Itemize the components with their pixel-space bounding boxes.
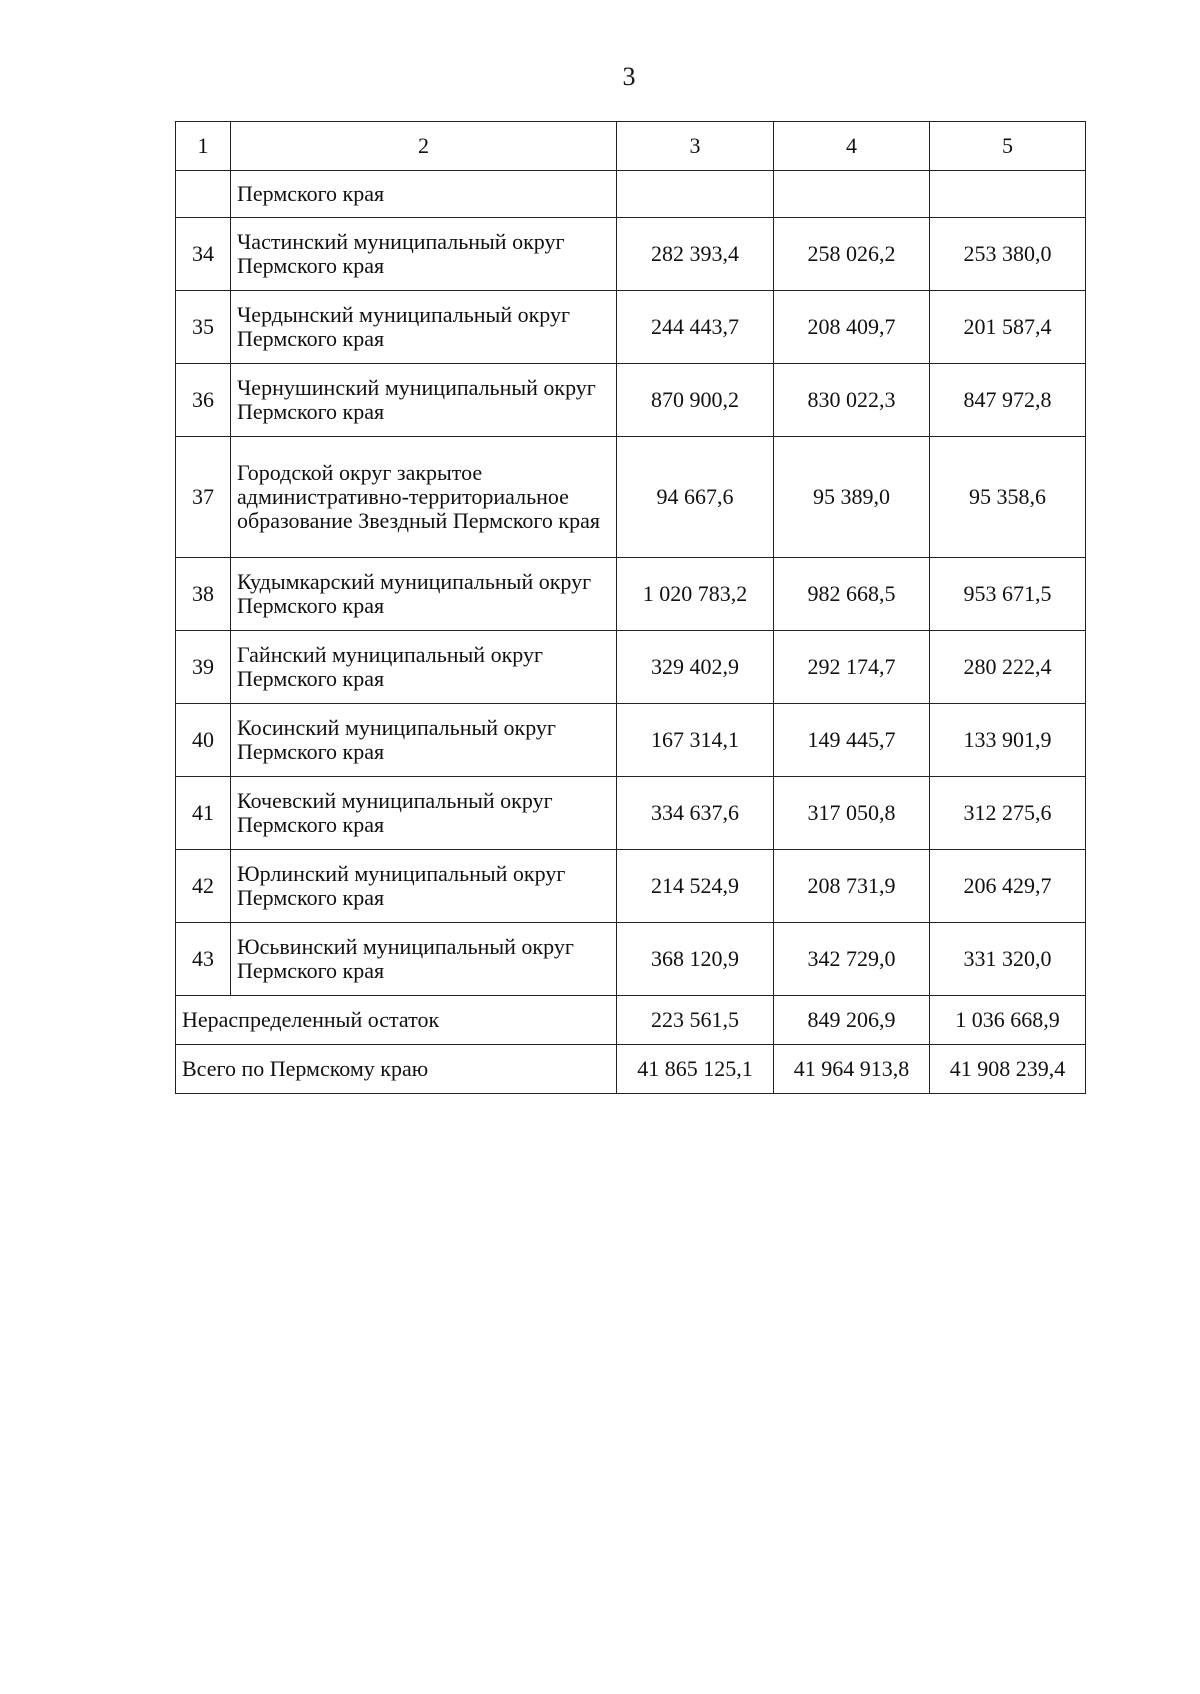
- row-value-5: 847 972,8: [930, 364, 1086, 437]
- table-row: [176, 704, 1086, 777]
- row-value-5: [930, 171, 1086, 218]
- page-number: 3: [622, 62, 636, 91]
- table-row: [176, 631, 1086, 704]
- row-number: 34: [176, 218, 231, 291]
- row-name: Кудымкарский муниципальный округ Пермского края: [231, 558, 617, 631]
- row-name: Юрлинский муниципальный округ Пермского края: [231, 850, 617, 923]
- total-value-4: 41 964 913,8: [774, 1045, 930, 1094]
- unallocated-row: [176, 996, 1086, 1045]
- row-value-5: 312 275,6: [930, 777, 1086, 850]
- row-value-3: 167 314,1: [617, 704, 774, 777]
- table-row: [176, 437, 1086, 558]
- row-value-4: [774, 171, 930, 218]
- table-row: [176, 218, 1086, 291]
- row-value-3: 214 524,9: [617, 850, 774, 923]
- header-row: [176, 122, 1086, 171]
- row-value-5: 206 429,7: [930, 850, 1086, 923]
- row-value-4: 95 389,0: [774, 437, 930, 558]
- row-value-3: 334 637,6: [617, 777, 774, 850]
- unallocated-value-4: 849 206,9: [774, 996, 930, 1045]
- row-number: 41: [176, 777, 231, 850]
- header-cell-2: 2: [231, 122, 617, 171]
- table-row: [176, 850, 1086, 923]
- row-value-4: 258 026,2: [774, 218, 930, 291]
- total-value-5: 41 908 239,4: [930, 1045, 1086, 1094]
- row-number: [176, 171, 231, 218]
- row-value-3: 94 667,6: [617, 437, 774, 558]
- row-value-5: 133 901,9: [930, 704, 1086, 777]
- unallocated-value-5: 1 036 668,9: [930, 996, 1086, 1045]
- row-number: 39: [176, 631, 231, 704]
- row-value-5: 280 222,4: [930, 631, 1086, 704]
- table-row: [176, 291, 1086, 364]
- row-value-5: 331 320,0: [930, 923, 1086, 996]
- row-value-3: 870 900,2: [617, 364, 774, 437]
- row-value-3: 282 393,4: [617, 218, 774, 291]
- row-value-5: 201 587,4: [930, 291, 1086, 364]
- row-number: 36: [176, 364, 231, 437]
- row-value-3: 244 443,7: [617, 291, 774, 364]
- row-name: Пермского края: [231, 171, 617, 218]
- row-value-5: 95 358,6: [930, 437, 1086, 558]
- unallocated-label: Нераспределенный остаток: [176, 996, 617, 1045]
- row-name: Юсьвинский муниципальный округ Пермского края: [231, 923, 617, 996]
- row-value-4: 208 409,7: [774, 291, 930, 364]
- row-value-5: 953 671,5: [930, 558, 1086, 631]
- row-value-4: 208 731,9: [774, 850, 930, 923]
- header-cell-4: 4: [774, 122, 930, 171]
- row-number: 35: [176, 291, 231, 364]
- header-cell-1: 1: [176, 122, 231, 171]
- allocation-table: [175, 121, 1086, 1094]
- total-value-3: 41 865 125,1: [617, 1045, 774, 1094]
- table-row: [176, 923, 1086, 996]
- row-name: Кочевский муниципальный округ Пермского края: [231, 777, 617, 850]
- row-number: 38: [176, 558, 231, 631]
- row-name: Частинский муниципальный округ Пермского края: [231, 218, 617, 291]
- total-label: Всего по Пермскому краю: [176, 1045, 617, 1094]
- row-value-4: 317 050,8: [774, 777, 930, 850]
- row-value-4: 292 174,7: [774, 631, 930, 704]
- row-number: 43: [176, 923, 231, 996]
- header-cell-5: 5: [930, 122, 1086, 171]
- row-value-5: 253 380,0: [930, 218, 1086, 291]
- table-row: [176, 364, 1086, 437]
- row-name: Гайнский муниципальный округ Пермского края: [231, 631, 617, 704]
- table-row-continuation: [176, 171, 1086, 218]
- row-name: Чердынский муниципальный округ Пермского края: [231, 291, 617, 364]
- row-value-4: 149 445,7: [774, 704, 930, 777]
- table-row: [176, 558, 1086, 631]
- row-number: 37: [176, 437, 231, 558]
- row-value-4: 830 022,3: [774, 364, 930, 437]
- row-value-4: 982 668,5: [774, 558, 930, 631]
- row-value-3: [617, 171, 774, 218]
- row-value-3: 1 020 783,2: [617, 558, 774, 631]
- row-name: Чернушинский муниципальный округ Пермского края: [231, 364, 617, 437]
- row-name: Городской округ закрытое административно-территориальное образование Звездный Пермского края: [231, 437, 617, 558]
- table-row: [176, 777, 1086, 850]
- row-name: Косинский муниципальный округ Пермского края: [231, 704, 617, 777]
- unallocated-value-3: 223 561,5: [617, 996, 774, 1045]
- row-value-4: 342 729,0: [774, 923, 930, 996]
- total-row: [176, 1045, 1086, 1094]
- row-number: 40: [176, 704, 231, 777]
- row-value-3: 368 120,9: [617, 923, 774, 996]
- header-cell-3: 3: [617, 122, 774, 171]
- row-value-3: 329 402,9: [617, 631, 774, 704]
- row-number: 42: [176, 850, 231, 923]
